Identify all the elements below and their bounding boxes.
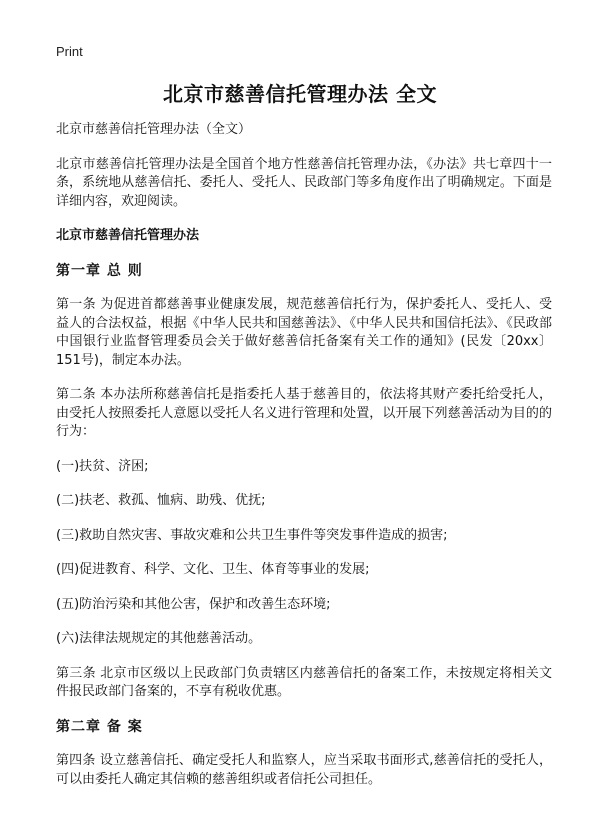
intro-paragraph: 北京市慈善信托管理办法是全国首个地方性慈善信托管理办法，《办法》共七章四十一条，系统地从慈善信托、委托人、受托人、民政部门等多角度作出了明确规定。下面是详细内容，欢迎阅读。	[56, 156, 552, 209]
list-item: (四)促进教育、科学、文化、卫生、体育等事业的发展;	[56, 562, 370, 577]
document-body	[56, 121, 552, 789]
document-subtitle: 北京市慈善信托管理办法（全文）	[56, 122, 252, 137]
law-heading: 北京市慈善信托管理办法	[56, 228, 200, 243]
list-item: (二)扶老、救孤、恤病、助残、优抚;	[56, 493, 266, 508]
article-2: 第二条 本办法所称慈善信托是指委托人基于慈善目的，依法将其财产委托给受托人，由受托人按照委托人意愿以受托人名义进行管理和处置，以开展下列慈善活动为目的的行为：	[56, 387, 552, 439]
article-4: 第四条 设立慈善信托、确定受托人和监察人，应当采取书面形式,慈善信托的受托人，可以由委托人确定其信赖的慈善组织或者信托公司担任。	[56, 753, 552, 787]
chapter-1-heading: 第一章 总 则	[56, 262, 143, 279]
list-item: (一)扶贫、济困;	[56, 458, 149, 474]
page-title: 北京市慈善信托管理办法 全文	[163, 82, 437, 106]
chapter-2-heading: 第二章 备 案	[56, 718, 143, 735]
list-item: (三)救助自然灾害、事故灾难和公共卫生事件等突发事件造成的损害;	[56, 527, 448, 543]
article-3: 第三条 北京市区级以上民政部门负责辖区内慈善信托的备案工作，未按规定将相关文件报民政部门备案的，不享有税收优惠。	[56, 665, 552, 699]
list-item: (五)防治污染和其他公害，保护和改善生态环境;	[56, 596, 331, 612]
article-1: 第一条 为促进首都慈善事业健康发展，规范慈善信托行为，保护委托人、受托人、受益人的合法权益，根据《中华人民共和国慈善法》、《中华人民共和国信托法》、《民政部中国银行业监督管理委员会关于做好慈善信托备案有关工作的通知》(民发〔20xx〕151号)，制定本办法。	[56, 297, 552, 368]
list-item: (六)法律法规规定的其他慈善活动。	[56, 631, 262, 646]
print-label: Print	[56, 44, 83, 59]
